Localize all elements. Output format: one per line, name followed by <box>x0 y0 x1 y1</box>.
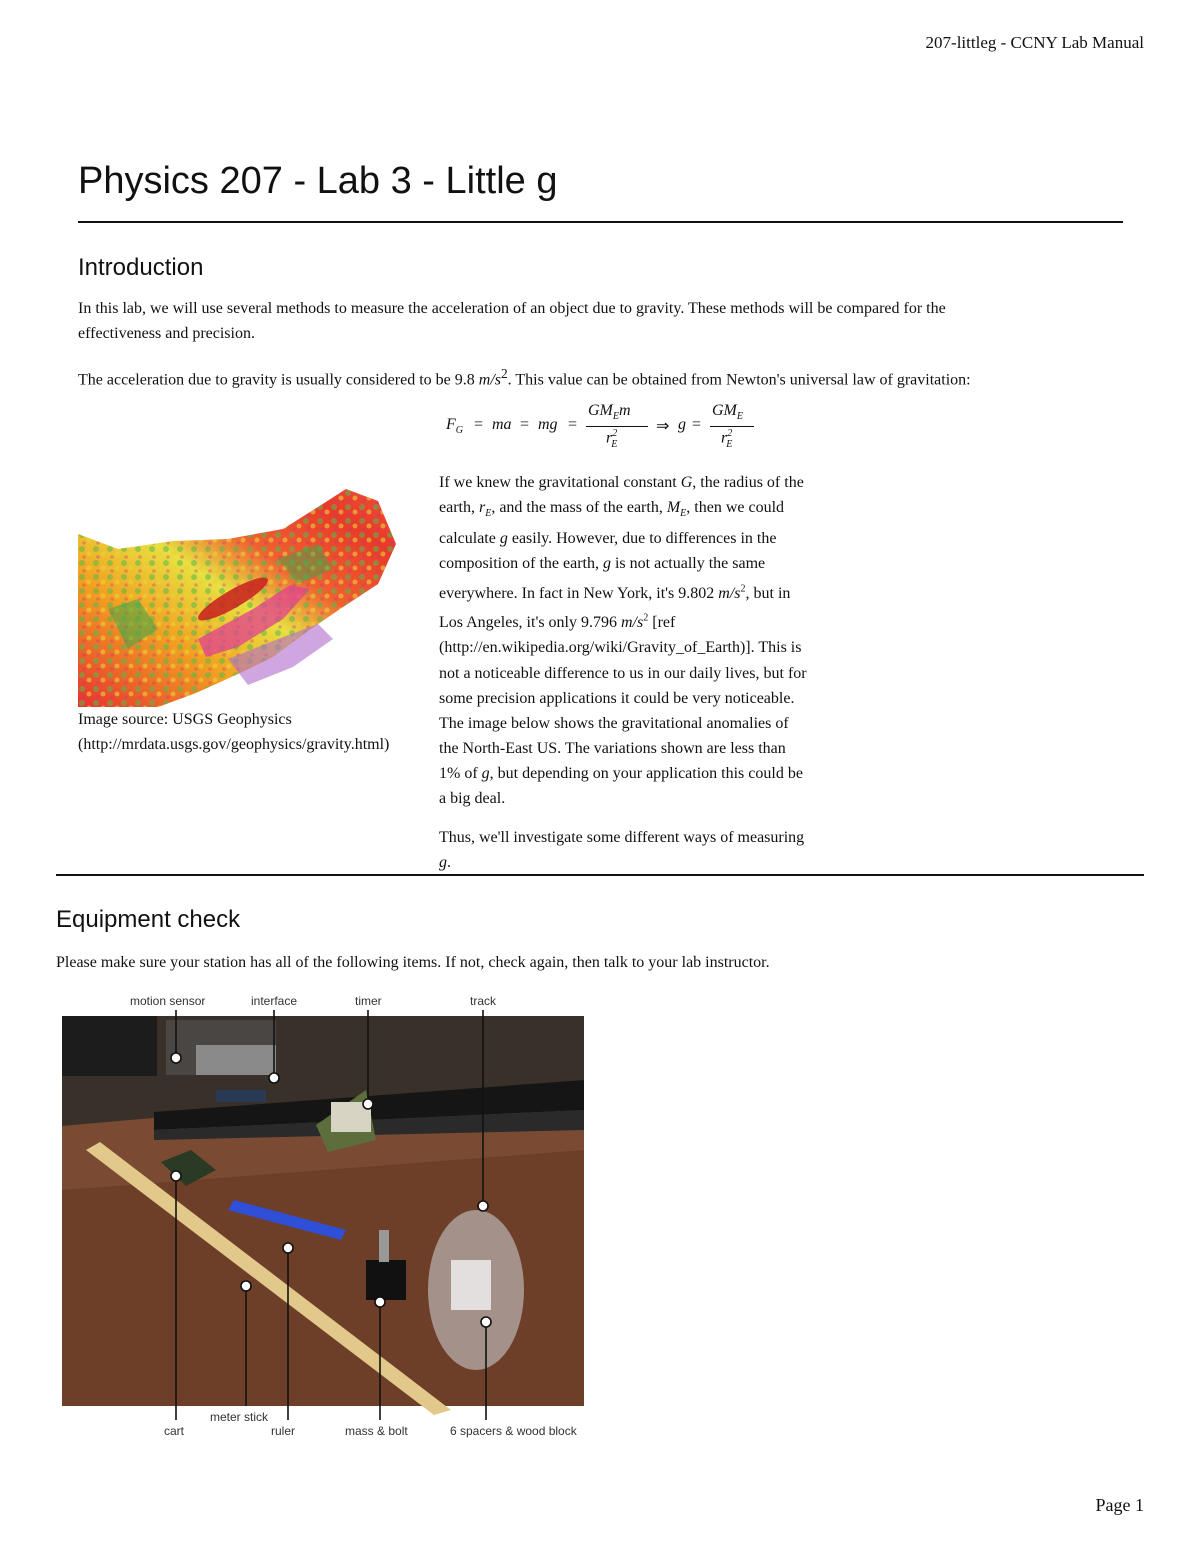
intro-column-line: 1% of g, but depending on your application this could be <box>439 764 803 782</box>
intro-column-p2-line-1: Thus, we'll investigate some different ways of measuring <box>439 829 805 847</box>
formula-implies: ⇒ <box>656 418 670 435</box>
label-interface: interface <box>251 994 298 1008</box>
gravity-anomaly-map <box>78 489 398 707</box>
formula-fraction-bar-2 <box>710 426 754 427</box>
intro-paragraph-2 <box>78 361 1138 392</box>
formula-fraction-bar-1 <box>586 426 648 427</box>
intro-paragraph-2-before: The acceleration due to gravity is usually considered to be 9.8 <box>78 371 479 389</box>
formula-numerator-2: $GM_E$ <box>712 402 743 423</box>
intro-paragraph-1-line-1: In this lab, we will use several methods to measure the acceleration of an object due to gravity. These methods will be compared for the <box>78 300 946 317</box>
label-ruler: ruler <box>271 1424 296 1438</box>
intro-unit: m/s <box>478 371 501 389</box>
label-timer: timer <box>355 994 382 1008</box>
formula-numerator-1: $GM_Em$ <box>588 402 631 423</box>
map-caption <box>78 707 389 757</box>
intro-column-line: the North-East US. The variations shown are less than <box>439 739 786 757</box>
label-spacers-wood-block: 6 spacers & wood block <box>450 1424 577 1438</box>
gravity-formula <box>446 400 766 456</box>
formula-eq-2: = <box>520 416 530 433</box>
formula-eq-1: = <box>474 416 484 433</box>
formula-mg: mg <box>538 416 558 433</box>
equipment-paragraph: Please make sure your station has all of the following items. If not, check again, then talk to your lab instructor. <box>56 954 770 971</box>
intro-column-line: a big deal. <box>439 789 506 807</box>
intro-column-line: Los Angeles, it's only 9.796 $m/s^2$ [ref <box>439 612 676 632</box>
formula-g: g <box>678 416 686 433</box>
intro-column-line: some precision applications it could be very noticeable. <box>439 689 795 707</box>
label-meter-stick: meter stick <box>210 1410 269 1424</box>
map-caption-line-1: Image source: USGS Geophysics <box>78 711 292 728</box>
page-title: Physics 207 - Lab 3 - Little g <box>78 160 558 202</box>
intro-column-line: calculate g easily. However, due to differences in the <box>439 530 777 548</box>
formula-F: $F_G$ <box>446 416 464 437</box>
intro-column-text <box>439 470 854 889</box>
intro-column-paragraph-2: Thus, we'll investigate some different ways of measuring g. <box>439 829 805 872</box>
label-motion-sensor: motion sensor <box>130 994 206 1008</box>
intro-column-line: The image below shows the gravitational anomalies of <box>439 714 789 732</box>
equipment-photo <box>56 990 596 1440</box>
formula-denominator-2: $r^2_E$ <box>721 428 733 450</box>
intro-column-line: (http://en.wikipedia.org/wiki/Gravity_of_Earth)]. This is <box>439 639 802 657</box>
introduction-heading: Introduction <box>78 254 204 281</box>
intro-unit-exp: 2 <box>501 366 508 381</box>
equipment-heading: Equipment check <box>56 906 241 933</box>
running-header: 207-littleg - CCNY Lab Manual <box>925 33 1144 52</box>
formula-eq-3: = <box>568 416 578 433</box>
intro-column-p2-g: g <box>439 854 447 872</box>
intro-column-line: not a noticeable difference to us in our daily lives, but for <box>439 664 807 682</box>
intro-column-line: If we knew the gravitational constant G, the radius of the <box>439 474 804 491</box>
intro-column-line: composition of the earth, g is not actually the same <box>439 555 766 573</box>
page-number: Page 1 <box>1095 1495 1144 1515</box>
intro-column-line: earth, $r_E$, and the mass of the earth, $M_E$, then we could <box>439 499 785 520</box>
intro-paragraph-1-line-2: effectiveness and precision. <box>78 325 255 342</box>
intro-column-paragraph-1 <box>439 470 854 811</box>
formula-ma: ma <box>492 416 512 433</box>
title-divider <box>78 221 1123 223</box>
section-divider <box>56 874 1144 876</box>
label-track: track <box>470 994 497 1008</box>
intro-paragraph-1 <box>78 296 1138 346</box>
label-cart: cart <box>164 1424 185 1438</box>
label-mass-bolt: mass & bolt <box>345 1424 408 1438</box>
intro-column-line: everywhere. In fact in New York, it's 9.802 $m/s^2$, but in <box>439 583 791 602</box>
map-caption-line-2: (http://mrdata.usgs.gov/geophysics/gravity.html) <box>78 736 390 753</box>
formula-denominator-1: $r^2_E$ <box>606 428 618 450</box>
formula-eq-4: = <box>692 416 702 433</box>
intro-paragraph-2-after: . This value can be obtained from Newton's universal law of gravitation: <box>507 371 971 389</box>
